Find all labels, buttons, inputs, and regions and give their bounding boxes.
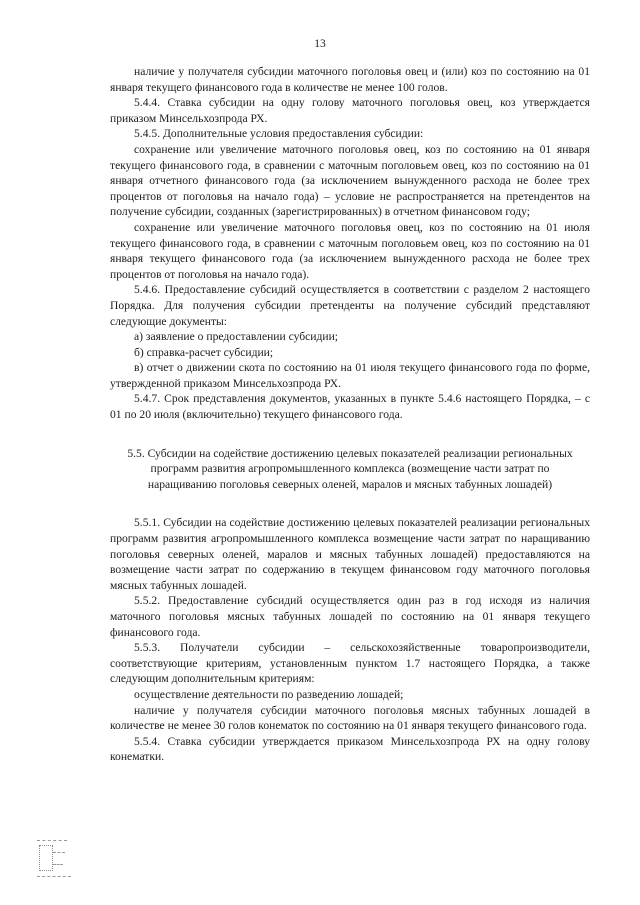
page-number: 13 <box>314 38 326 50</box>
paragraph-mare-requirement: наличие у получателя субсидии маточного поголовья мясных табунных лошадей в количестве не менее 30 голов конематок по состоянию на 01 января текущего финансового года. <box>110 703 590 733</box>
list-item-a: а) заявление о предоставлении субсидии; <box>134 330 339 344</box>
document-body <box>110 64 590 765</box>
paragraph-5-4-7: 5.4.7. Срок представления документов, указанных в пункте 5.4.6 настоящего Порядка, – с 01 по 20 июля (включительно) текущего финансового года. <box>110 392 590 422</box>
paragraph-5-4-5: 5.4.5. Дополнительные условия предоставления субсидии: <box>134 127 424 141</box>
section-heading-5-5: 5.5. Субсидии на содействие достижению целевых показателей реализации региональных программ развития агропромышленного комплекса (возмещение части затрат по наращиванию поголовья северных оленей, маралов и мясных табунных лошадей) <box>127 446 573 491</box>
paragraph-5-5-1: 5.5.1. Субсидии на содействие достижению целевых показателей реализации региональных программ развития агропромышленного комплекса возмещение части затрат по наращиванию поголовья северных оленей, маралов и мясных табунных лошадей) предоставляются на возмещение части затрат по содержанию в текущем финансовом году маточного поголовья мясных табунных лошадей. <box>110 516 590 592</box>
paragraph-5-5-2: 5.5.2. Предоставление субсидий осуществляется один раз в год исходя из наличия маточного поголовья мясных табунных лошадей по состоянию на 01 января текущего финансового года. <box>110 594 590 639</box>
paragraph-condition-january: сохранение или увеличение маточного поголовья овец, коз по состоянию на 01 января текущего финансового года, в сравнении с маточным поголовьем овец, коз по состоянию на 01 января отчетного финансового года (за исключением вынужденного расхода не более трех процентов от поголовья на начало года) – условие не распространяется на претендентов на получение субсидии, созданных (зарегистрированных) в отчетном финансовом году; <box>110 142 590 219</box>
paragraph-livestock-requirement: наличие у получателя субсидии маточного поголовья овец и (или) коз по состоянию на 01 января текущего финансового года в количестве не менее 100 голов. <box>110 65 590 94</box>
paragraph-condition-july: сохранение или увеличение маточного поголовья овец, коз по состоянию на 01 июля текущего финансового года, в сравнении с маточным поголовьем овец, коз по состоянию на 01 января текущего финансового года (за исключением вынужденного расхода не более трех процентов от поголовья на начало года). <box>110 220 590 281</box>
paragraph-5-4-4: 5.4.4. Ставка субсидии на одну голову маточного поголовья овец, коз утверждается приказом Минсельхозпрода РХ. <box>110 96 590 125</box>
paragraph-5-4-6: 5.4.6. Предоставление субсидий осуществляется в соответствии с разделом 2 настоящего Порядка. Для получения субсидии претенденты на получение субсидий представляют следующие документы: <box>110 283 590 328</box>
paragraph-horse-breeding: осуществление деятельности по разведению лошадей; <box>134 687 404 701</box>
paragraph-5-5-4: 5.5.4. Ставка субсидии утверждается приказом Минсельхозпрода РХ на одну голову конематки. <box>110 734 590 764</box>
paragraph-5-5-3: 5.5.3. Получатели субсидии – сельскохозяйственные товаропроизводители, соответствующие критериям, установленным пунктом 1.7 настоящего Порядка, а также следующим дополнительным критериям: <box>110 641 590 686</box>
registration-stamp-mark <box>37 838 73 888</box>
list-item-b: б) справка-расчет субсидии; <box>134 345 274 359</box>
list-item-c: в) отчет о движении скота по состоянию на 01 июля текущего финансового года по форме, утвержденной приказом Минсельхозпрода РХ. <box>110 361 590 390</box>
